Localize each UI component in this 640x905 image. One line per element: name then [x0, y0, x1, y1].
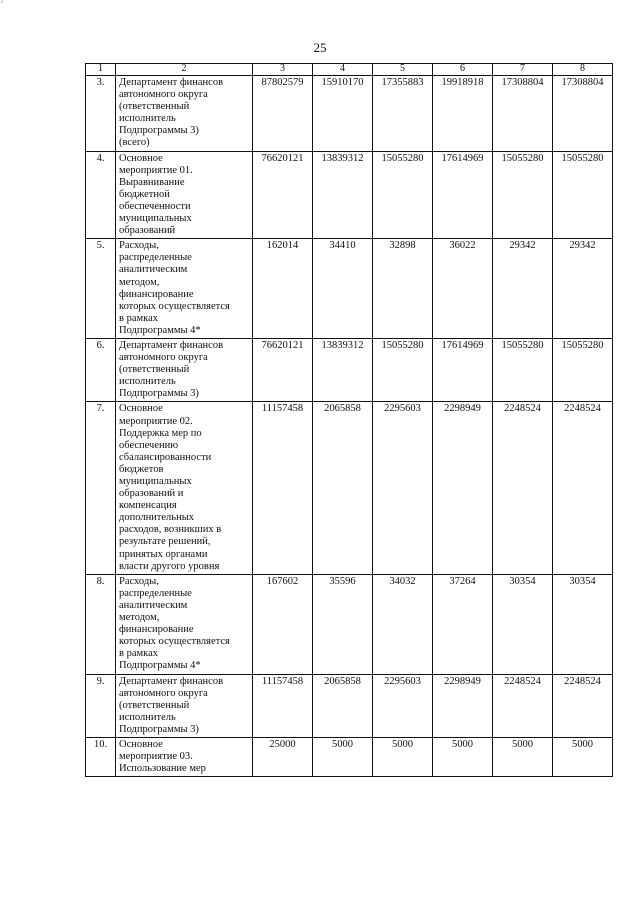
row-name-line: распределенные — [119, 252, 192, 264]
value-cell: 162014 — [253, 239, 313, 339]
row-name-line: результате решений, — [119, 536, 211, 548]
value-cell: 11157458 — [253, 402, 313, 574]
row-name-line: Основное — [119, 738, 163, 750]
value-cell: 17614969 — [433, 151, 493, 239]
value-cell: 15055280 — [493, 151, 553, 239]
row-name-line: методом, — [119, 276, 160, 288]
row-name-line: бюджетов — [119, 463, 164, 475]
table-row — [86, 239, 613, 339]
row-name-line: (ответственный — [119, 699, 190, 711]
row-name-cell — [116, 76, 253, 152]
value-cell: 11157458 — [253, 674, 313, 737]
value-cell: 2248524 — [553, 674, 613, 737]
value-cell: 2248524 — [553, 402, 613, 574]
row-name-line: финансирование — [119, 288, 194, 300]
row-number-cell: 7. — [86, 402, 116, 574]
value-cell: 30354 — [493, 574, 553, 674]
budget-table — [85, 63, 613, 777]
value-cell: 5000 — [433, 737, 493, 776]
value-cell: 2248524 — [493, 674, 553, 737]
row-name-line: Подпрограммы 4* — [119, 660, 201, 672]
row-name-cell — [116, 402, 253, 574]
row-name-line: муниципальных — [119, 476, 192, 487]
row-number-cell: 8. — [86, 574, 116, 674]
value-cell: 37264 — [433, 574, 493, 674]
row-name-line: Основное — [119, 152, 163, 164]
row-name-line: аналитическим — [119, 599, 188, 611]
row-name-line: Подпрограммы 3) — [119, 125, 199, 137]
row-name-line: в рамках — [119, 648, 158, 660]
column-header: 5 — [373, 64, 433, 76]
page-corner-mark: 3 — [0, 0, 3, 5]
row-name-line: Расходы, — [119, 575, 159, 587]
value-cell: 29342 — [553, 239, 613, 339]
column-header: 3 — [253, 64, 313, 76]
row-name-line: исполнитель — [119, 711, 176, 723]
value-cell: 2298949 — [433, 674, 493, 737]
row-name-line: распределенные — [119, 587, 192, 599]
table-row — [86, 674, 613, 737]
row-name-line: автономного округа — [119, 687, 208, 699]
row-name-cell — [116, 151, 253, 239]
value-cell: 76620121 — [253, 338, 313, 401]
row-name-line: Подпрограммы 3) — [119, 388, 199, 400]
row-name-line: мероприятие 01. — [119, 164, 193, 176]
row-name-line: которых осуществляется — [119, 300, 230, 312]
value-cell: 2065858 — [313, 674, 373, 737]
row-name-line: обеспеченности — [119, 200, 191, 212]
value-cell: 29342 — [493, 239, 553, 339]
page-number: 25 — [313, 40, 327, 55]
table-row — [86, 338, 613, 401]
row-name-line: Основное — [119, 403, 163, 415]
row-name-line: Выравнивание — [119, 176, 185, 188]
row-number-cell: 5. — [86, 239, 116, 339]
row-name-line: муниципальных — [119, 213, 192, 225]
value-cell: 17308804 — [493, 76, 553, 152]
value-cell: 15055280 — [373, 151, 433, 239]
row-number-cell: 3. — [86, 76, 116, 152]
value-cell: 2298949 — [433, 402, 493, 574]
row-number-cell: 6. — [86, 338, 116, 401]
value-cell: 30354 — [553, 574, 613, 674]
table-row — [86, 402, 613, 574]
value-cell: 13839312 — [313, 151, 373, 239]
value-cell: 2295603 — [373, 402, 433, 574]
row-name-line: аналитическим — [119, 264, 188, 276]
row-name-line: которых осуществляется — [119, 636, 230, 648]
row-number-cell: 4. — [86, 151, 116, 239]
row-number-cell: 9. — [86, 674, 116, 737]
column-header: 6 — [433, 64, 493, 76]
column-header: 7 — [493, 64, 553, 76]
value-cell: 15055280 — [493, 338, 553, 401]
value-cell: 19918918 — [433, 76, 493, 152]
row-name-line: Подпрограммы 4* — [119, 324, 201, 336]
value-cell: 32898 — [373, 239, 433, 339]
row-name-line: обеспечению — [119, 439, 179, 451]
value-cell: 17355883 — [373, 76, 433, 152]
row-name-line: компенсация — [119, 500, 177, 512]
row-name-line: сбалансированности — [119, 451, 212, 463]
value-cell: 167602 — [253, 574, 313, 674]
column-header: 4 — [313, 64, 373, 76]
row-name-line: Расходы, — [119, 240, 159, 252]
table-header-row — [86, 64, 613, 76]
table-row — [86, 76, 613, 152]
row-name-line: принятых органами — [119, 548, 208, 560]
value-cell: 36022 — [433, 239, 493, 339]
row-name-line: власти другого уровня — [119, 560, 220, 572]
row-name-line: Департамент финансов — [119, 77, 224, 88]
row-number-cell: 10. — [86, 737, 116, 776]
value-cell: 2065858 — [313, 402, 373, 574]
value-cell: 34032 — [373, 574, 433, 674]
value-cell: 2295603 — [373, 674, 433, 737]
row-name-line: (ответственный — [119, 101, 190, 113]
value-cell: 15055280 — [373, 338, 433, 401]
row-name-line: мероприятие 02. — [119, 415, 193, 427]
value-cell: 76620121 — [253, 151, 313, 239]
value-cell: 5000 — [313, 737, 373, 776]
column-header: 8 — [553, 64, 613, 76]
row-name-line: Использование мер — [119, 763, 206, 775]
value-cell: 15055280 — [553, 151, 613, 239]
value-cell: 25000 — [253, 737, 313, 776]
row-name-line: расходов, возникших в — [119, 524, 222, 536]
row-name-line: образований и — [119, 488, 184, 500]
row-name-cell — [116, 737, 253, 776]
value-cell: 5000 — [373, 737, 433, 776]
table-row — [86, 151, 613, 239]
value-cell: 5000 — [553, 737, 613, 776]
row-name-line: методом, — [119, 612, 160, 624]
row-name-line: мероприятие 03. — [119, 751, 193, 763]
row-name-cell — [116, 239, 253, 339]
column-header: 2 — [116, 64, 253, 76]
row-name-line: дополнительных — [119, 512, 195, 524]
row-name-line: исполнитель — [119, 376, 176, 388]
row-name-line: Поддержка мер по — [119, 427, 202, 439]
value-cell: 15910170 — [313, 76, 373, 152]
value-cell: 17308804 — [553, 76, 613, 152]
value-cell: 34410 — [313, 239, 373, 339]
value-cell: 13839312 — [313, 338, 373, 401]
row-name-line: Департамент финансов — [119, 339, 224, 351]
row-name-line: исполнитель — [119, 113, 176, 125]
row-name-line: в рамках — [119, 312, 158, 324]
table-row — [86, 737, 613, 776]
row-name-line: (всего) — [119, 137, 150, 149]
value-cell: 17614969 — [433, 338, 493, 401]
row-name-line: Департамент финансов — [119, 675, 224, 687]
value-cell: 15055280 — [553, 338, 613, 401]
row-name-line: Подпрограммы 3) — [119, 723, 199, 735]
row-name-line: бюджетной — [119, 188, 170, 200]
table-body — [86, 76, 613, 777]
value-cell: 87802579 — [253, 76, 313, 152]
value-cell: 2248524 — [493, 402, 553, 574]
row-name-line: автономного округа — [119, 89, 208, 101]
row-name-line: автономного округа — [119, 352, 208, 364]
row-name-cell — [116, 674, 253, 737]
row-name-line: финансирование — [119, 624, 194, 636]
value-cell: 35596 — [313, 574, 373, 674]
row-name-cell — [116, 338, 253, 401]
row-name-cell — [116, 574, 253, 674]
value-cell: 5000 — [493, 737, 553, 776]
column-header: 1 — [86, 64, 116, 76]
row-name-line: (ответственный — [119, 364, 190, 376]
row-name-line: образований — [119, 225, 176, 237]
table-row — [86, 574, 613, 674]
